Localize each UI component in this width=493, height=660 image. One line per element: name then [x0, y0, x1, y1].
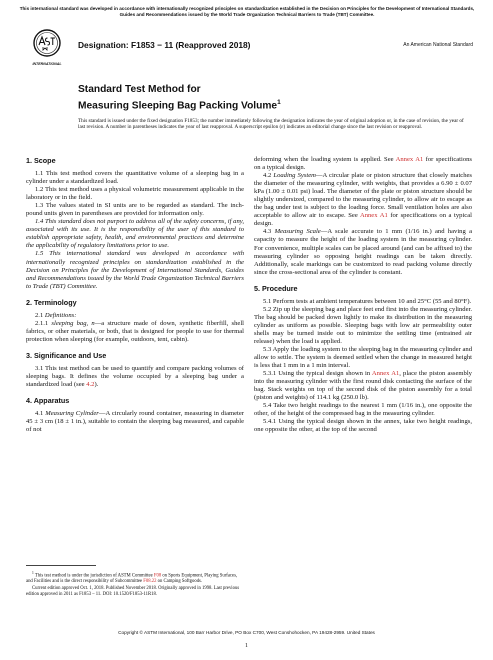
- paragraph-1-5-text: 1.5 This international standard was developed in accordance with internationally recognized principles on standardization established in the Decision on Principles for the Development of International Standards, Guides and Recommendations issued by the World Trade Organization Technical Barriers to Trade (TBT) Committee.: [26, 250, 244, 290]
- paragraph-4-1-continued-a: deforming when the loading system is applied. See: [254, 156, 396, 163]
- link-subcommittee-f08-22[interactable]: F08.22: [143, 579, 157, 585]
- footnote-1-text-a: This test method is under the jurisdiction of ASTM Committee: [33, 573, 154, 579]
- link-committee-f08[interactable]: F08: [153, 573, 162, 579]
- footnote-1-mark: 1: [32, 571, 34, 575]
- paragraph-2-1-number: 2.1: [35, 311, 45, 319]
- link-section-4-2[interactable]: 4.2: [86, 380, 95, 388]
- section-heading-procedure: 5. Procedure: [254, 283, 298, 293]
- paragraph-2-1: [26, 312, 244, 320]
- copyright-line: Copyright © ASTM International, 100 Barr Harbor Drive, PO Box C700, West Conshohocken, PA 19428-2959. United States: [118, 630, 375, 635]
- paragraph-4-3-text: —A scale accurate to 1 mm (1/16 in.) and having a capacity to measure the height of the loading system in the measuring cylinder. For convenience, multiple scales can be placed around (and can be affixed to) the measuring cylinder so opposing height readings can be taken directly. Additionally, scale markings can be customized to read packing volume directly since the cross-sectional area of the cylinder is constant.: [254, 228, 472, 276]
- paragraph-2-1-1: [26, 320, 244, 344]
- right-column: [254, 156, 472, 435]
- paragraph-4-1: [26, 410, 244, 434]
- paragraph-4-3-number: 4.3: [263, 228, 275, 236]
- paragraph-5-1: 5.1 Perform tests at ambient temperatures between 10 and 25°C (55 and 80°F).: [263, 297, 472, 305]
- paragraph-4-2: [254, 172, 472, 228]
- paragraph-4-2-text: —A circular plate or piston structure that closely matches the diameter of the measuring cylinder, with weights, that provides a 6.90 ± 0.07 kPa (1.00 ± 0.01 psi) load. The diameter of the plate or piston structure should be slightly undersized, compared to the measuring cylinder, to allow air to escape as the bag under test is subject to the loading force. Small ventilation holes are also acceptable to allow air to escape. See: [254, 172, 473, 220]
- paragraph-4-1-number: 4.1: [35, 410, 46, 418]
- title-footnote-mark: 1: [277, 98, 281, 106]
- paragraph-2-1-1-number: 2.1.1: [35, 319, 52, 327]
- standard-notice: This international standard was developed in accordance with internationally recognized principles on standardization established in the Decision on Principles for the Development of International Standards, Guides and Recommendations issued by the World Trade Organization Technical Barriers to Trade (TBT) Committee.: [19, 6, 475, 17]
- title-line-1: Standard Test Method for: [78, 84, 201, 95]
- ans-label: An American National Standard: [403, 42, 473, 48]
- term-loading-system: Loading System: [273, 172, 316, 180]
- paragraph-3-1-text-a: 3.1 This test method can be used to quantify and compare packing volumes of sleeping bags. It defines the volume occupied by a sleeping bag under a standardized load (see: [26, 364, 244, 388]
- section-heading-terminology: 2. Terminology: [26, 297, 77, 307]
- paragraph-4-1-continued-b: for specifications on a typical design.: [254, 156, 472, 172]
- link-annex-a1[interactable]: Annex A1: [395, 156, 424, 163]
- paragraph-5-3-1-text-a: 5.3.1 Using the typical design shown in: [263, 370, 372, 378]
- paragraph-4-2-text-end: for specifications on a typical design.: [254, 212, 472, 228]
- paragraph-5-3-1-text-b: , place the piston assembly into the measuring cylinder with the first round disk contacting the surface of the bag. Stack weights on top of the second disk of the piston assembly for a total (piston and weights) of 114.1 kg (250.0 lb).: [254, 370, 472, 402]
- paragraph-1-2: 1.2 This test method uses a physical volumetric measurement applicable in the laboratory or in the field.: [26, 186, 244, 202]
- logo-text: INTERNATIONAL: [32, 62, 62, 66]
- paragraph-4-3: [254, 228, 472, 276]
- footnote-1: [26, 571, 244, 585]
- left-column: [26, 156, 244, 434]
- paragraph-4-1-text: —A circularly round container, measuring in diameter 45 ± 3 cm (18 ± 1 in.), suitable to contain the sleeping bag measured, and capable of not: [26, 410, 245, 434]
- designation: Designation: F1853 − 11 (Reapproved 2018): [78, 40, 251, 50]
- footnote-1-text-b: on Sports Equipment, Playing Surfaces, and Facilities and is the direct responsibility of Subcommittee: [26, 573, 238, 585]
- title-line-2-text: Measuring Sleeping Bag Packing Volume: [78, 99, 278, 111]
- paragraph-1-1: 1.1 This test method covers the quantitative volume of a sleeping bag in a cylinder under a standardized load.: [26, 170, 244, 186]
- intro-text: This standard is issued under the fixed designation F1853; the number immediately following the designation indicates the year of original adoption or, in the case of revision, the year of last revision. A number in parentheses indicates the year of last reapproval. A superscript epsilon (ε) indicates an editorial change since the last revision or reapproval.: [78, 118, 464, 131]
- paragraph-4-1-continued: [254, 156, 472, 172]
- footnotes: [26, 571, 244, 599]
- astm-logo-icon: [30, 28, 64, 70]
- term-measuring-scale: Measuring Scale: [274, 228, 321, 236]
- paragraph-5-3-1: [254, 370, 472, 402]
- section-heading-apparatus: 4. Apparatus: [26, 396, 70, 406]
- paragraph-3-1: [26, 365, 244, 389]
- page-title: [78, 84, 281, 113]
- paragraph-2-1-1-text: —a structure made of down, synthetic fiberfill, shell fabrics, or other materials, or both, that is designed for people to use for thermal protection when sleeping (for example, outdoors, tent, cabin).: [26, 319, 245, 343]
- paragraph-2-1-text: Definitions:: [44, 311, 77, 319]
- paragraph-1-5: [26, 250, 244, 290]
- paragraph-1-3: 1.3 The values stated in SI units are to be regarded as standard. The inch-pound units given in parentheses are provided for information only.: [26, 202, 244, 218]
- paragraph-3-1-text-b: ).: [94, 380, 99, 388]
- paragraph-5-2: 5.2 Zip up the sleeping bag and place feet end first into the measuring cylinder. The bag should be packed down lightly to make its distribution in the measuring cylinder as uniform as possible. Sleeping bags with low air permeability outer shells may be turned inside out to minimize the settling time (entrained air release) when the load is applied.: [254, 305, 472, 345]
- term-measuring-cylinder: Measuring Cylinder: [45, 410, 99, 418]
- footnote-1-text-c: on Camping Softgoods.: [156, 579, 203, 585]
- section-heading-scope: 1. Scope: [26, 156, 56, 165]
- title-line-2: [78, 97, 281, 113]
- paragraph-1-4-text: 1.4 This standard does not purport to address all of the safety concerns, if any, associated with its use. It is the responsibility of the user of this standard to establish appropriate safety, health, and environmental practices and determine the applicability of regulatory limitations prior to use.: [26, 218, 244, 250]
- paragraph-4-2-number: 4.2: [263, 172, 274, 180]
- paragraph-5-4-1: 5.4.1 Using the typical design shown in the annex, take two height readings, one opposite the other, at the top of the second: [254, 418, 472, 434]
- link-annex-a1[interactable]: Annex A1: [371, 370, 400, 378]
- footnote-edition: Current edition approved Oct. 1, 2018. Published November 2018. Originally approved in 1998. Last previous edition approved in 2011 as F1853 – 11. DOI: 10.1520/F1853-11R18.: [26, 586, 240, 598]
- term-sleeping-bag: sleeping bag, n: [51, 319, 95, 327]
- section-heading-significance: 3. Significance and Use: [26, 350, 107, 360]
- paragraph-5-3: 5.3 Apply the loading system to the sleeping bag in the measuring cylinder and allow to settle. The system is deemed settled when the change in measured height is less that 1 mm in a 1 min interval.: [254, 345, 472, 370]
- page-number: 1: [245, 643, 248, 649]
- footnote-divider: [26, 565, 96, 566]
- link-annex-a1[interactable]: Annex A1: [359, 212, 388, 220]
- paragraph-5-4: 5.4 Take two height readings to the nearest 1 mm (1/16 in.), one opposite the other, of the height of the compressed bag in the measuring cylinder.: [254, 402, 472, 418]
- paragraph-1-4: [26, 218, 244, 250]
